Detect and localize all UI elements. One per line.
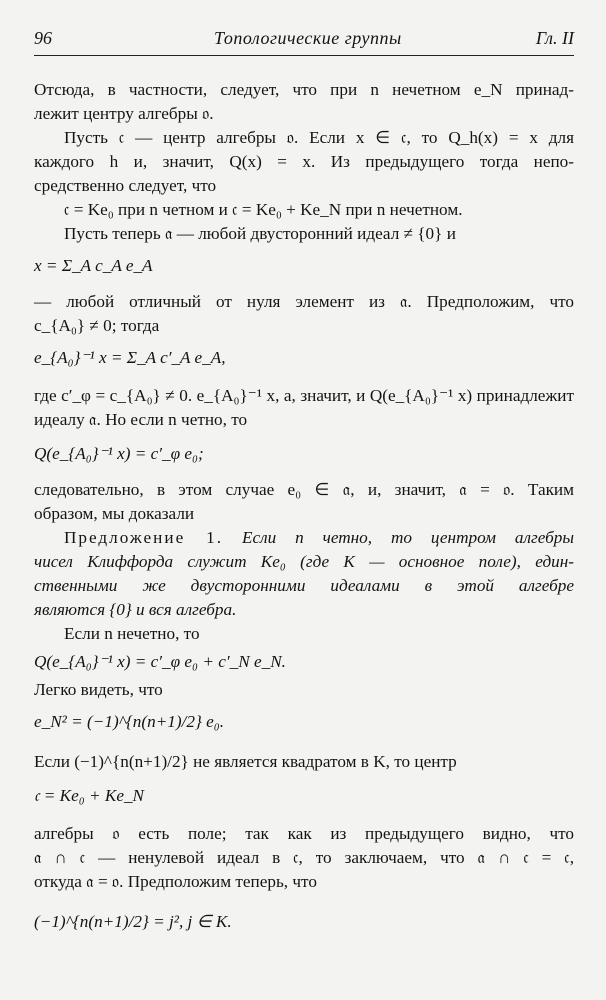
formula: 𝔠 = Ke₀ + Ke_N [34,786,145,805]
text-line: ственными же двусторонними идеалами в этой алгебре [34,576,574,595]
text-line: алгебры 𝔬 есть поле; так как из предыдущего видно, что [34,824,574,843]
text-line: являются {0} и вся алгебра. [34,600,237,619]
text-line: лежит центру алгебры 𝔬. [34,104,214,123]
text-line: чисел Клиффорда служит Ke₀ (где K — основное поле), един- [34,552,574,571]
running-header [34,28,574,54]
proposition-line [34,526,574,550]
text-line: откуда 𝔞 = 𝔬. Предположим теперь, что [34,872,317,891]
text-line: Пусть теперь 𝔞 — любой двусторонний идеал ≠ {0} и [64,224,456,243]
text-line: 𝔠 = Ke₀ при n четном и 𝔠 = Ke₀ + Ke_N при n нечетном. [64,200,463,219]
proposition-text: Если n четно, то центром алгебры [241,528,574,547]
text-line: образом, мы доказали [34,504,195,523]
text-line: Если (−1)^{n(n+1)/2} не является квадратом в K, то центр [34,752,457,771]
formula: (−1)^{n(n+1)/2} = j², j ∈ K. [34,912,232,931]
formula: Q(e_{A₀}⁻¹ x) = c′_φ e₀; [34,444,204,463]
text-line: c_{A₀} ≠ 0; тогда [34,316,160,335]
text-line: Пусть 𝔠 — центр алгебры 𝔬. Если x ∈ 𝔠, то Q_h(x) = x для [64,128,574,147]
text-line: Легко видеть, что [34,680,163,699]
text-line: средственно следует, что [34,176,217,195]
formula: Q(e_{A₀}⁻¹ x) = c′_φ e₀ + c′_N e_N. [34,652,286,671]
text-line: — любой отличный от нуля элемент из 𝔞. Предположим, что [34,292,574,311]
proposition-label: Предложение 1. [64,528,224,547]
text-line: Если n нечетно, то [64,624,200,643]
text-line: каждого h и, значит, Q(x) = x. Из предыдущего тогда непо- [34,152,574,171]
formula: e_{A₀}⁻¹ x = Σ_A c′_A e_A, [34,348,226,367]
text-line: где c′_φ = c_{A₀} ≠ 0. e_{A₀}⁻¹ x, а, значит, и Q(e_{A₀}⁻¹ x) принадлежит [34,386,574,405]
text-line: Отсюда, в частности, следует, что при n нечетном e_N принад- [34,80,574,99]
formula: x = Σ_A c_A e_A [34,256,153,275]
page-number: 96 [34,28,52,48]
book-page [34,28,574,931]
text-line: следовательно, в этом случае e₀ ∈ 𝔞, и, значит, 𝔞 = 𝔬. Таким [34,480,574,499]
page-body [34,78,574,934]
running-title: Топологические группы [214,28,402,48]
text-line: идеалу 𝔞. Но если n четно, то [34,410,248,429]
formula: e_N² = (−1)^{n(n+1)/2} e₀. [34,712,225,731]
chapter-label: Гл. II [535,28,574,48]
text-line: 𝔞 ∩ 𝔠 — ненулевой идеал в 𝔠, то заключаем, что 𝔞 ∩ 𝔠 = 𝔠, [34,848,574,867]
header-rule [34,55,574,56]
